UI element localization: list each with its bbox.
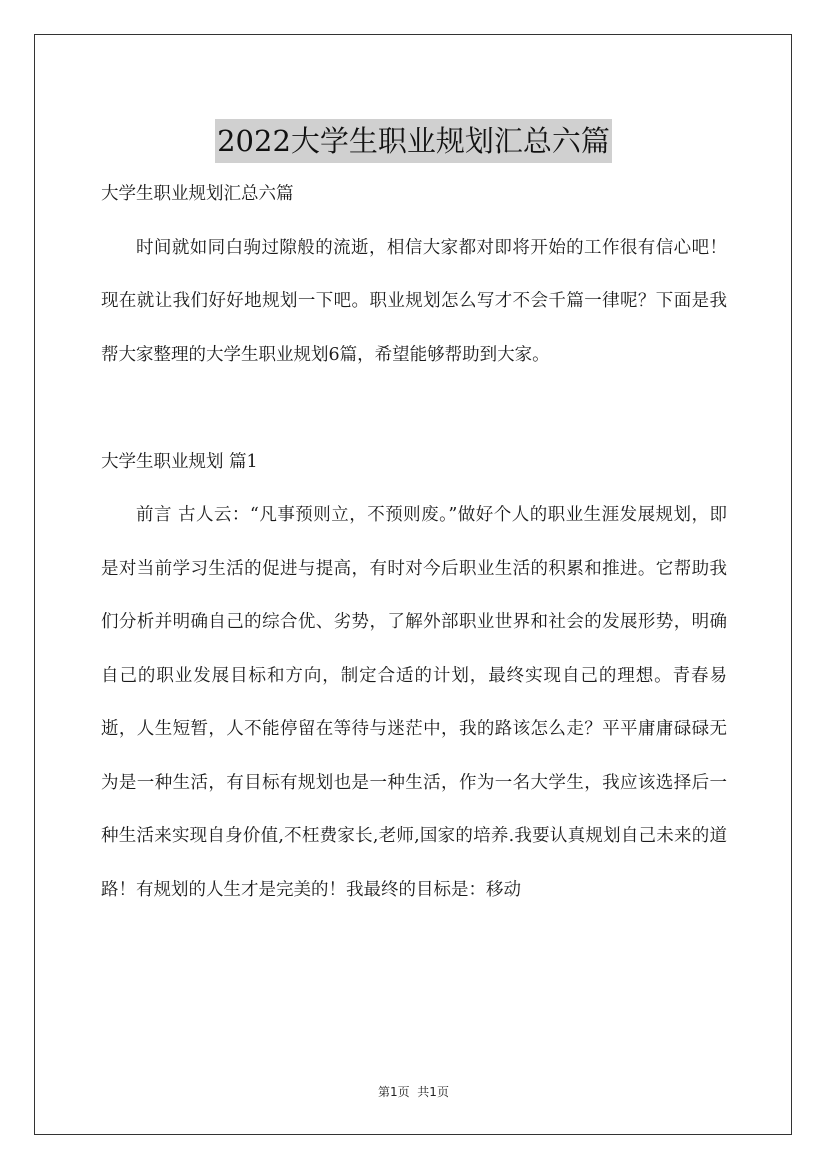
section-1-paragraph: 前言 古人云：“凡事预则立，不预则废。”做好个人的职业生涯发展规划，即是对当前学习生活的促进与提高，有时对今后职业生活的积累和推进。它帮助我们分析并明确自己的综合优、劣势，了解外部职业世界和社会的发展形势，明确自己的职业发展目标和方向，制定合适的计划，最终实现自己的理想。青春易逝，人生短暂，人不能停留在等待与迷茫中，我的路该怎么走？平平庸庸碌碌无为是一种生活，有目标有规划也是一种生活，作为一名大学生，我应该选择后一种生活来实现自身价值,不枉费家长,老师,国家的培养.我要认真规划自己未来的道路！有规划的人生才是完美的！我最终的目标是：移动 (101, 505, 727, 900)
document-subtitle: 大学生职业规划汇总六篇 (101, 184, 294, 204)
page-footer (0, 1083, 827, 1100)
section-heading-1: 大学生职业规划 篇1 (101, 451, 258, 472)
document-body (101, 168, 727, 917)
intro-paragraph: 时间就如同白驹过隙般的流逝，相信大家都对即将开始的工作很有信心吧！现在就让我们好好地规划一下吧。职业规划怎么写才不会千篇一律呢？下面是我帮大家整理的大学生职业规划6篇，希望能够帮助到大家。 (101, 237, 727, 365)
page-number: 第1页 共1页 (378, 1085, 449, 1099)
paragraph-spacer (101, 382, 727, 436)
document-title: 2022大学生职业规划汇总六篇 (215, 119, 612, 163)
